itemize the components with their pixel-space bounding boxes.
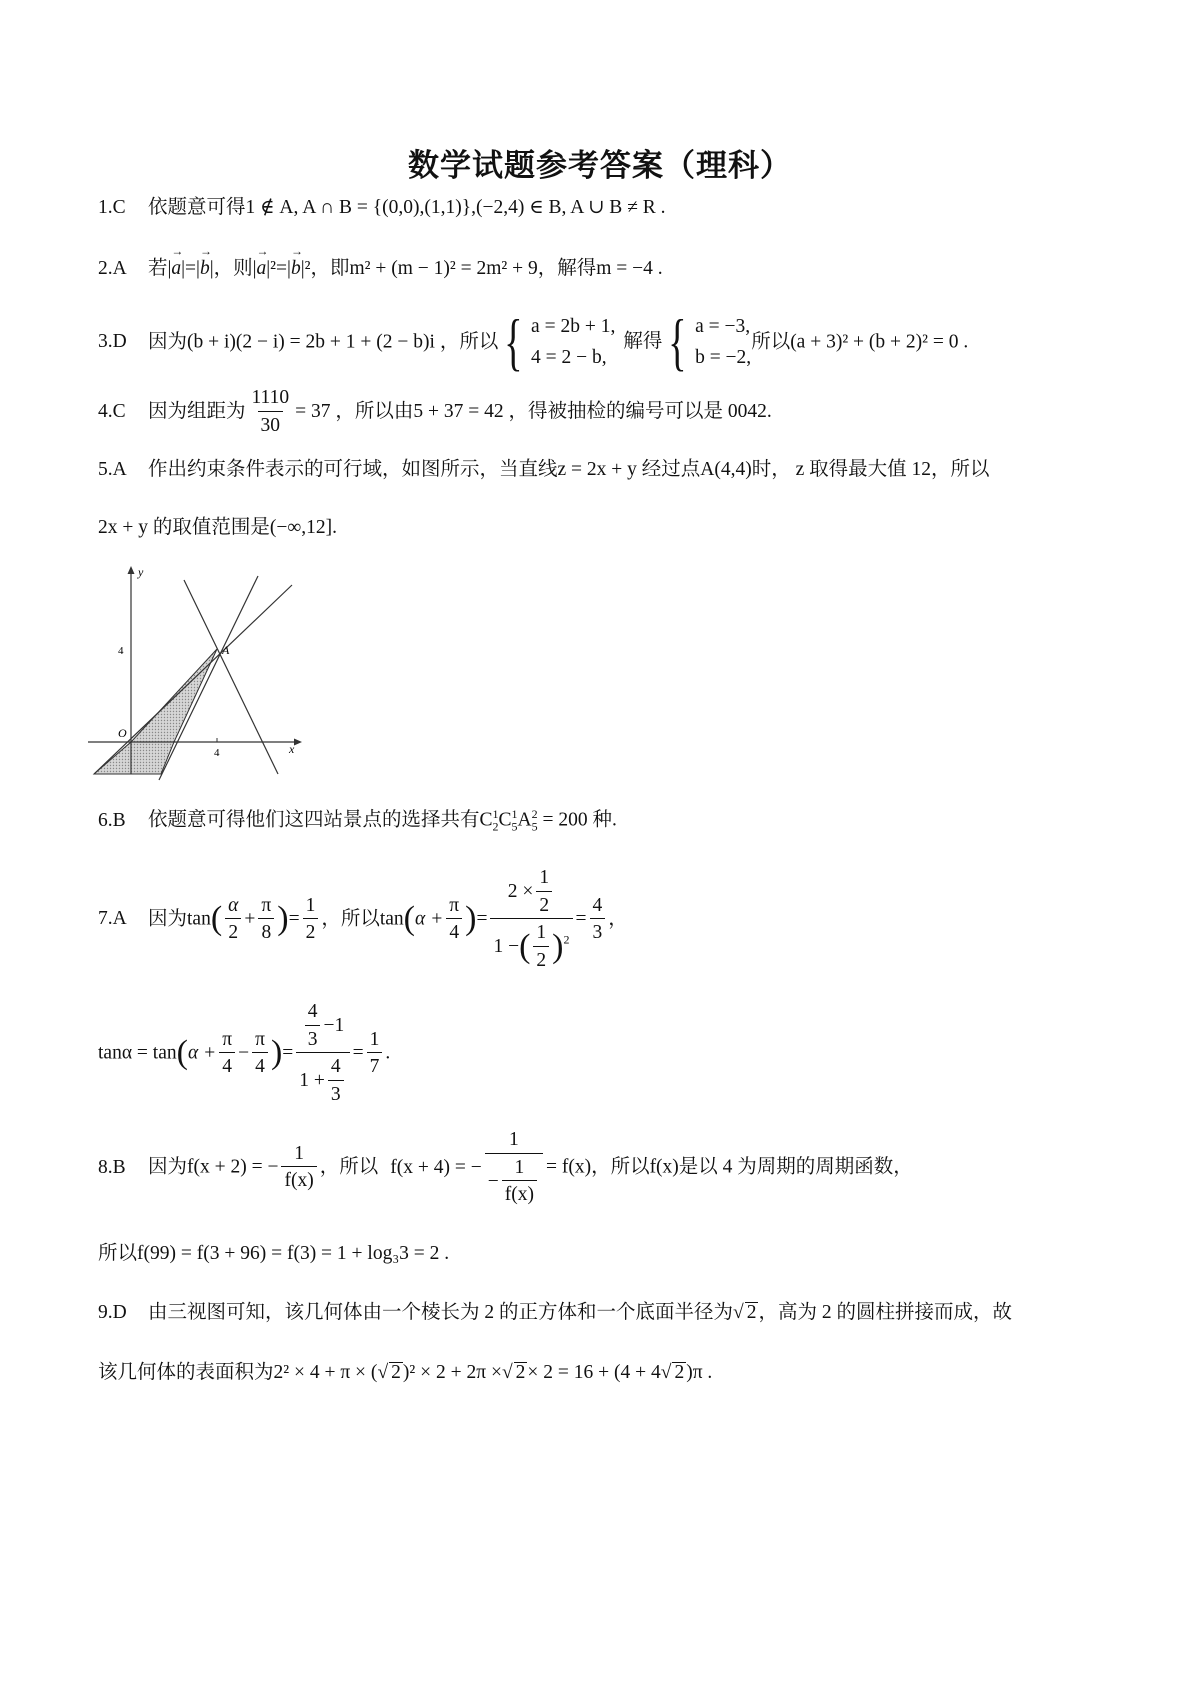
- answer-6: [98, 808, 617, 832]
- sqrt-radicand: 2: [674, 1362, 685, 1383]
- fraction: [252, 1030, 268, 1077]
- equation-system: [695, 311, 751, 373]
- answer-text: )π .: [686, 1362, 713, 1383]
- denominator: 7: [367, 1052, 383, 1077]
- denominator: 2: [303, 918, 319, 943]
- sqrt-symbol: √: [733, 1302, 744, 1323]
- superscript: 1: [511, 807, 518, 821]
- brace-symbol: {: [668, 306, 687, 377]
- shaded-region: [94, 649, 217, 774]
- fraction: [281, 1144, 316, 1191]
- fraction: [533, 923, 549, 970]
- vector-a: → a: [171, 259, 181, 279]
- answer-text: 该几何体的表面积为2² × 4 + π × (: [98, 1362, 378, 1383]
- vector-b: → b: [291, 259, 301, 279]
- numerator: 1: [514, 1156, 525, 1178]
- numerator: 4: [330, 1056, 341, 1077]
- expression: α +: [415, 908, 444, 930]
- feasible-region-graph: [88, 560, 318, 790]
- minus-sign: −: [487, 1170, 499, 1192]
- answer-number: 4.C: [98, 400, 126, 422]
- answer-9-line-2: [98, 1362, 712, 1383]
- answer-2: [98, 259, 663, 279]
- sqrt-radicand: 2: [391, 1362, 401, 1383]
- page-title: 数学试题参考答案（理科）: [408, 148, 792, 184]
- superscript: 1: [492, 807, 499, 821]
- answer-number: 5.A: [98, 459, 127, 480]
- answer-text: 因为tan: [148, 908, 211, 930]
- point-a-label: A: [222, 643, 230, 657]
- answer-text: 所以(a + 3)² + (b + 2)² = 0 .: [751, 331, 969, 353]
- denominator: [296, 1052, 349, 1104]
- expression: −1: [323, 1014, 345, 1036]
- answer-8-continued: [98, 1244, 449, 1264]
- numerator: α: [228, 894, 239, 916]
- numerator: 4: [592, 894, 603, 916]
- equals-sign: =: [476, 908, 488, 930]
- numerator: π: [449, 894, 460, 916]
- sqrt-symbol: √: [501, 1362, 513, 1383]
- numerator: 1110: [251, 387, 290, 408]
- equation: a = −3,: [695, 315, 751, 337]
- fraction: [305, 1002, 321, 1049]
- answer-number: 8.B: [98, 1156, 126, 1178]
- answer-text: tanα = tan: [98, 1042, 177, 1064]
- answer-text: 作出约束条件表示的可行域，如图所示，当直线z = 2x + y 经过点A(4,4)时， z 取得最大值 12，所以: [148, 459, 990, 480]
- fraction: [225, 896, 241, 943]
- fraction: [590, 896, 606, 943]
- answer-text: |²，即m² + (m − 1)² = 2m² + 9，解得m = −4 .: [300, 258, 663, 279]
- answer-number: 9.D: [98, 1302, 127, 1323]
- fraction: [536, 868, 552, 915]
- answer-text: )² × 2 + 2π ×: [402, 1362, 502, 1383]
- numerator: 4: [307, 1001, 318, 1022]
- answer-number: 7.A: [98, 908, 127, 930]
- sqrt-radicand: 2: [746, 1302, 757, 1323]
- expression: 1 −: [493, 935, 520, 957]
- fraction: [258, 896, 274, 943]
- answer-text: ，高为 2 的圆柱拼接而成，故: [758, 1302, 1012, 1323]
- numerator: π: [255, 1028, 265, 1050]
- numerator: π: [222, 1028, 233, 1050]
- answer-text: |=|: [181, 258, 200, 279]
- fraction: [219, 1030, 235, 1077]
- sqrt-symbol: √: [660, 1362, 672, 1383]
- denominator: 2: [533, 946, 549, 971]
- steep-line: [159, 576, 258, 780]
- x-axis-label: x: [289, 742, 295, 756]
- denominator: 3: [328, 1080, 344, 1105]
- paren-right: ): [270, 1034, 283, 1071]
- answer-text: = 200 种.: [537, 809, 617, 831]
- equals-sign: =: [352, 1042, 364, 1064]
- answer-5-line-2: [98, 518, 337, 538]
- brace-symbol: {: [504, 306, 523, 377]
- answer-text: 由三视图可知，该几何体由一个棱长为 2 的正方体和一个底面半径为: [148, 1302, 734, 1323]
- denominator: 3: [590, 918, 606, 943]
- answer-text: = 37 ，所以由5 + 37 = 42 ，得被抽检的编号可以是 0042.: [295, 400, 772, 422]
- denominator: 30: [258, 411, 284, 436]
- paren-left: (: [403, 900, 415, 937]
- answer-text: C: [498, 809, 512, 831]
- fraction: [446, 896, 462, 943]
- answer-5-line-1: [98, 460, 990, 480]
- denominator: 8: [258, 918, 274, 943]
- subscript: 5: [531, 819, 538, 834]
- denominator: 2: [225, 918, 241, 943]
- denominator: 4: [219, 1052, 235, 1077]
- answer-text: 解得: [623, 331, 663, 353]
- fraction: [502, 1158, 537, 1205]
- equals-sign: =: [575, 908, 587, 930]
- fraction: [249, 388, 293, 435]
- denominator: 2: [536, 891, 552, 916]
- denominator: [485, 1153, 543, 1205]
- compound-fraction: [490, 868, 572, 970]
- answer-text: ，所以: [319, 1156, 379, 1178]
- denominator: [490, 918, 572, 970]
- numerator: [299, 1002, 348, 1052]
- answer-number: 2.A: [98, 258, 127, 279]
- answer-8: [98, 1130, 913, 1205]
- equation: b = −2,: [695, 347, 752, 368]
- numerator: π: [261, 894, 272, 916]
- plus-sign: +: [244, 908, 256, 930]
- expression: α +: [187, 1042, 217, 1064]
- answer-text: |，则|: [209, 258, 257, 279]
- answer-text: 依题意可得他们这四站景点的选择共有C: [148, 809, 493, 831]
- paren-right: ): [552, 927, 564, 965]
- answer-text: 因为f(x + 2) = −: [148, 1156, 279, 1178]
- x-axis-arrow: [294, 739, 302, 746]
- answer-7: [98, 868, 628, 970]
- expression: 1 +: [299, 1069, 325, 1091]
- fraction: [303, 896, 319, 943]
- denominator: 3: [305, 1025, 321, 1050]
- denominator: 4: [252, 1052, 268, 1077]
- answer-text: 依题意可得1 ∉ A, A ∩ B = {(0,0),(1,1)},(−2,4) ∈ B, A ∪ B ≠ R .: [148, 197, 666, 218]
- origin-label: O: [118, 726, 127, 740]
- superscript: 2: [563, 932, 570, 947]
- punctuation: .: [385, 1042, 391, 1064]
- answer-text: ，所以f(x)是以 4 为周期的周期函数，: [591, 1156, 913, 1178]
- vector-b: → b: [200, 259, 210, 279]
- equation: 4 = 2 − b,: [531, 347, 607, 368]
- subscript: 5: [511, 819, 518, 834]
- equation: a = 2b + 1,: [531, 315, 616, 337]
- paren-left: (: [210, 900, 223, 937]
- compound-fraction: [296, 1002, 349, 1104]
- answer-text: 若|: [148, 258, 172, 279]
- numerator: 1: [536, 922, 547, 943]
- denominator: 4: [446, 918, 462, 943]
- answer-text: = f(x): [545, 1156, 592, 1178]
- y-axis-label: y: [138, 565, 144, 579]
- answer-text: 所以f(99) = f(3 + 96) = f(3) = 1 + log₃3 = 2 .: [98, 1243, 450, 1264]
- answer-9-line-1: [98, 1302, 1012, 1323]
- answer-text: A: [517, 809, 532, 831]
- answer-number: 1.C: [98, 197, 126, 218]
- sqrt-radicand: 2: [515, 1362, 526, 1383]
- answer-text: f(x + 4) = −: [390, 1156, 482, 1178]
- numerator: 1: [508, 1129, 519, 1150]
- answer-text: 因为(b + i)(2 − i) = 2b + 1 + (2 − b)i ，所以: [148, 331, 499, 353]
- numerator: 1: [305, 894, 316, 916]
- answer-number: 6.B: [98, 809, 126, 831]
- answer-text: ，所以tan: [321, 908, 404, 930]
- subscript: 2: [492, 819, 499, 834]
- denominator: f(x): [502, 1180, 537, 1205]
- answer-text: |²=|: [266, 258, 291, 279]
- numerator: 1: [294, 1142, 304, 1164]
- equation-system: [531, 311, 615, 373]
- answer-7-continued: [98, 1002, 390, 1104]
- line-through-origin: [94, 585, 292, 774]
- paren-left: (: [176, 1034, 188, 1071]
- y-tick-label: 4: [118, 645, 124, 657]
- equals-sign: =: [288, 908, 300, 930]
- answer-3: [98, 306, 969, 377]
- numerator: [505, 868, 558, 918]
- equals-sign: =: [282, 1042, 294, 1064]
- sqrt-symbol: √: [377, 1362, 389, 1383]
- answer-text: 2x + y 的取值范围是(−∞,12].: [98, 517, 338, 538]
- fraction: [367, 1030, 383, 1077]
- answer-text: × 2 = 16 + (4 + 4: [527, 1362, 661, 1383]
- numerator: 1: [539, 867, 550, 888]
- paren-right: ): [277, 900, 289, 937]
- answer-number: 3.D: [98, 331, 127, 353]
- fraction: [328, 1057, 344, 1104]
- y-axis-arrow: [128, 566, 135, 574]
- expression: 2 ×: [507, 880, 534, 902]
- minus-sign: −: [238, 1042, 250, 1064]
- vector-a: → a: [257, 259, 267, 279]
- compound-fraction: [485, 1130, 543, 1205]
- answer-4: [98, 388, 772, 435]
- paren-left: (: [519, 927, 531, 965]
- punctuation: ，: [608, 908, 628, 930]
- numerator: 1: [369, 1028, 380, 1050]
- denominator: f(x): [281, 1166, 316, 1191]
- answer-text: 因为组距为: [148, 400, 246, 422]
- paren-right: ): [465, 900, 477, 937]
- superscript: 2: [531, 807, 538, 821]
- x-tick-label: 4: [214, 747, 220, 759]
- answer-1: [98, 198, 666, 218]
